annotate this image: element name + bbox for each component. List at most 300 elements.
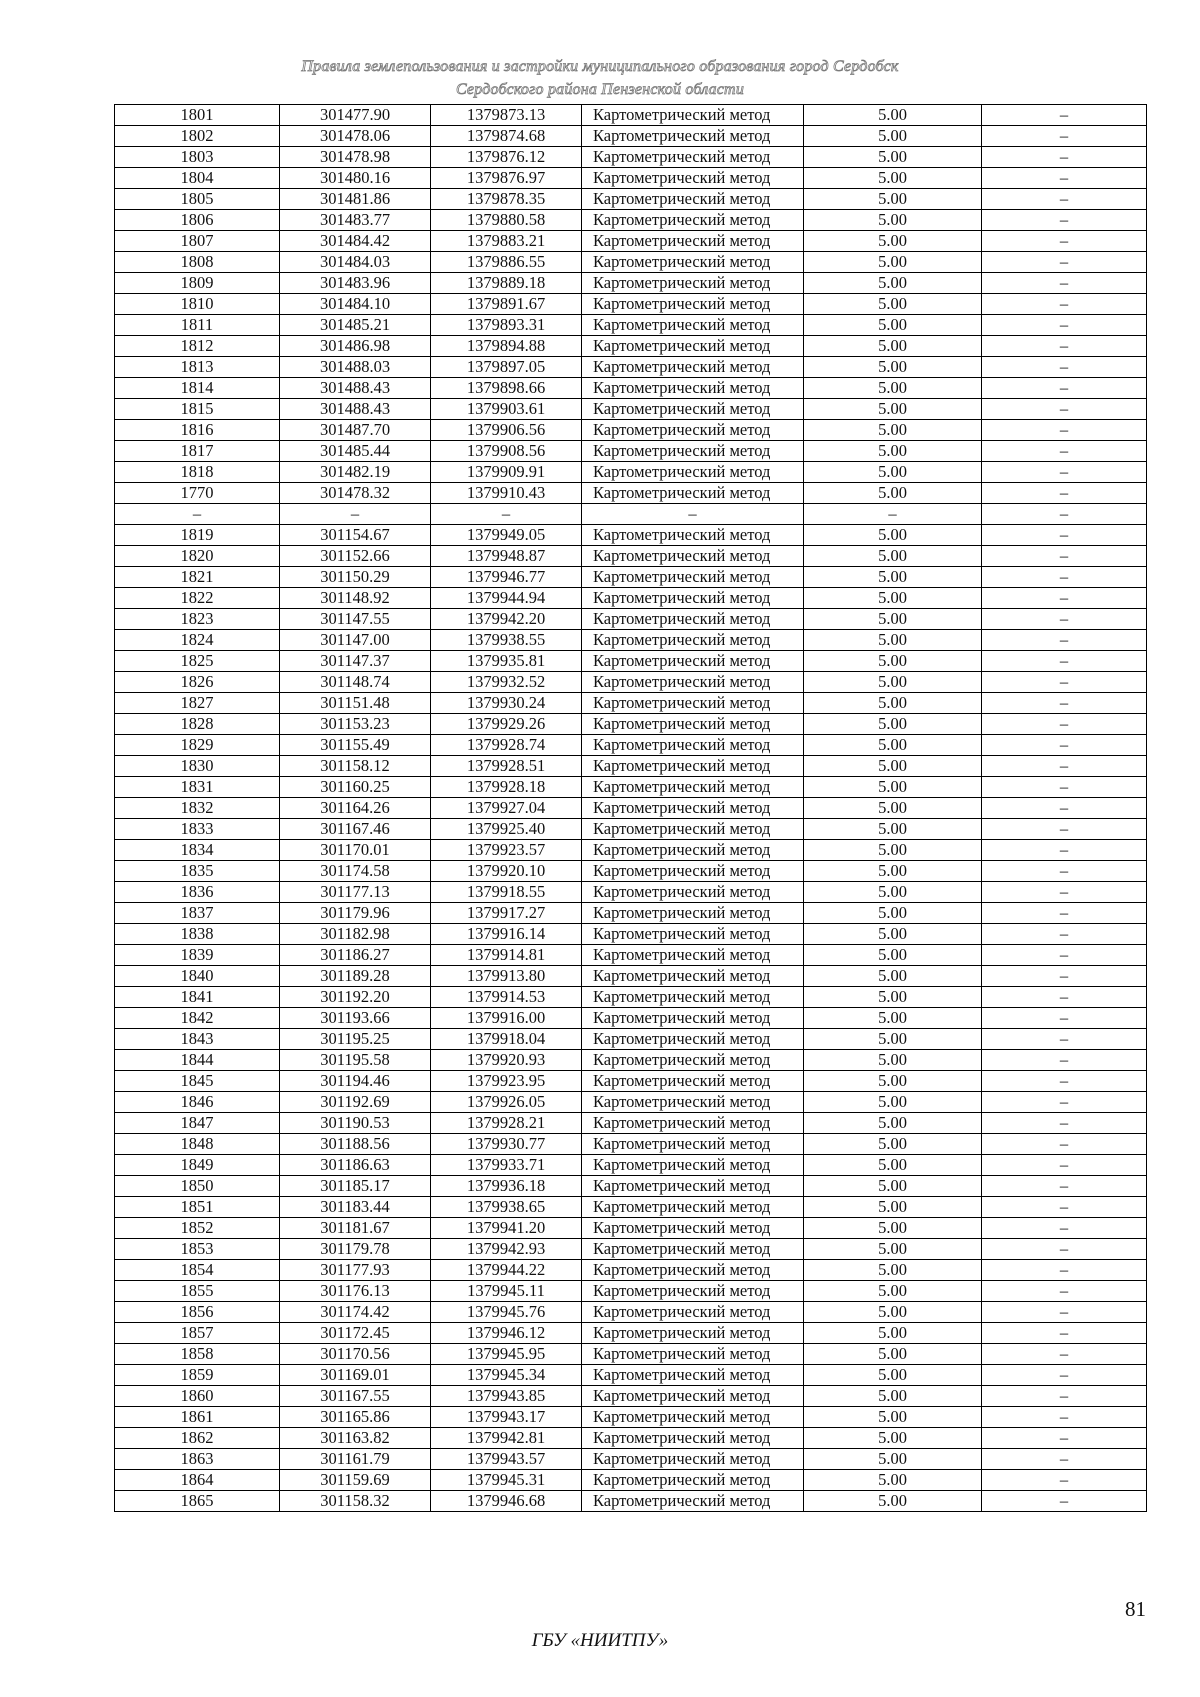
point-number-cell: 1829 xyxy=(115,735,280,756)
x-coordinate-cell: 301195.58 xyxy=(280,1050,431,1071)
method-cell: Картометрический метод xyxy=(582,315,804,336)
point-number-cell: 1838 xyxy=(115,924,280,945)
y-coordinate-cell: 1379876.97 xyxy=(431,168,582,189)
y-coordinate-cell: – xyxy=(431,504,582,525)
note-cell: – xyxy=(982,1365,1147,1386)
note-cell: – xyxy=(982,903,1147,924)
x-coordinate-cell: 301484.03 xyxy=(280,252,431,273)
y-coordinate-cell: 1379930.24 xyxy=(431,693,582,714)
point-number-cell: 1811 xyxy=(115,315,280,336)
table-row xyxy=(115,1197,1147,1218)
table-row xyxy=(115,1386,1147,1407)
method-cell: Картометрический метод xyxy=(582,924,804,945)
method-cell: Картометрический метод xyxy=(582,189,804,210)
accuracy-cell: 5.00 xyxy=(804,1491,982,1512)
method-cell: Картометрический метод xyxy=(582,1050,804,1071)
table-row xyxy=(115,1344,1147,1365)
point-number-cell: 1849 xyxy=(115,1155,280,1176)
y-coordinate-cell: 1379920.10 xyxy=(431,861,582,882)
note-cell: – xyxy=(982,693,1147,714)
accuracy-cell: 5.00 xyxy=(804,1218,982,1239)
x-coordinate-cell: 301172.45 xyxy=(280,1323,431,1344)
point-number-cell: 1850 xyxy=(115,1176,280,1197)
method-cell: Картометрический метод xyxy=(582,1386,804,1407)
note-cell: – xyxy=(982,798,1147,819)
y-coordinate-cell: 1379941.20 xyxy=(431,1218,582,1239)
note-cell: – xyxy=(982,714,1147,735)
point-number-cell: 1855 xyxy=(115,1281,280,1302)
accuracy-cell: 5.00 xyxy=(804,945,982,966)
accuracy-cell: 5.00 xyxy=(804,1197,982,1218)
point-number-cell: 1853 xyxy=(115,1239,280,1260)
x-coordinate-cell: 301148.92 xyxy=(280,588,431,609)
table-row xyxy=(115,672,1147,693)
y-coordinate-cell: 1379916.14 xyxy=(431,924,582,945)
note-cell: – xyxy=(982,861,1147,882)
y-coordinate-cell: 1379876.12 xyxy=(431,147,582,168)
y-coordinate-cell: 1379916.00 xyxy=(431,1008,582,1029)
accuracy-cell: 5.00 xyxy=(804,189,982,210)
point-number-cell: 1827 xyxy=(115,693,280,714)
method-cell: Картометрический метод xyxy=(582,252,804,273)
method-cell: Картометрический метод xyxy=(582,168,804,189)
method-cell: Картометрический метод xyxy=(582,903,804,924)
accuracy-cell: 5.00 xyxy=(804,1155,982,1176)
table-row xyxy=(115,1134,1147,1155)
point-number-cell: 1830 xyxy=(115,756,280,777)
coordinates-table xyxy=(114,104,1147,1512)
accuracy-cell: 5.00 xyxy=(804,231,982,252)
accuracy-cell: 5.00 xyxy=(804,1092,982,1113)
y-coordinate-cell: 1379878.35 xyxy=(431,189,582,210)
table-row xyxy=(115,567,1147,588)
y-coordinate-cell: 1379874.68 xyxy=(431,126,582,147)
method-cell: Картометрический метод xyxy=(582,357,804,378)
method-cell: Картометрический метод xyxy=(582,735,804,756)
table-row xyxy=(115,777,1147,798)
accuracy-cell: 5.00 xyxy=(804,882,982,903)
method-cell: Картометрический метод xyxy=(582,756,804,777)
x-coordinate-cell: 301478.06 xyxy=(280,126,431,147)
x-coordinate-cell: 301163.82 xyxy=(280,1428,431,1449)
table-row xyxy=(115,1407,1147,1428)
point-number-cell: 1822 xyxy=(115,588,280,609)
point-number-cell: 1818 xyxy=(115,462,280,483)
x-coordinate-cell: 301189.28 xyxy=(280,966,431,987)
note-cell: – xyxy=(982,168,1147,189)
accuracy-cell: 5.00 xyxy=(804,294,982,315)
y-coordinate-cell: 1379925.40 xyxy=(431,819,582,840)
point-number-cell: 1840 xyxy=(115,966,280,987)
running-header-line2: Сердобского района Пензенской области xyxy=(455,81,745,98)
method-cell: Картометрический метод xyxy=(582,294,804,315)
point-number-cell: 1816 xyxy=(115,420,280,441)
method-cell: Картометрический метод xyxy=(582,1071,804,1092)
x-coordinate-cell: 301181.67 xyxy=(280,1218,431,1239)
note-cell: – xyxy=(982,1050,1147,1071)
y-coordinate-cell: 1379908.56 xyxy=(431,441,582,462)
x-coordinate-cell: 301167.46 xyxy=(280,819,431,840)
note-cell: – xyxy=(982,1134,1147,1155)
accuracy-cell: 5.00 xyxy=(804,1386,982,1407)
note-cell: – xyxy=(982,609,1147,630)
table-row xyxy=(115,714,1147,735)
table-row xyxy=(115,798,1147,819)
point-number-cell: 1839 xyxy=(115,945,280,966)
x-coordinate-cell: 301150.29 xyxy=(280,567,431,588)
table-row xyxy=(115,462,1147,483)
table-row xyxy=(115,105,1147,126)
note-cell: – xyxy=(982,567,1147,588)
point-number-cell: 1844 xyxy=(115,1050,280,1071)
accuracy-cell: 5.00 xyxy=(804,1113,982,1134)
note-cell: – xyxy=(982,1071,1147,1092)
x-coordinate-cell: 301487.70 xyxy=(280,420,431,441)
y-coordinate-cell: 1379943.57 xyxy=(431,1449,582,1470)
method-cell: Картометрический метод xyxy=(582,546,804,567)
note-cell: – xyxy=(982,1029,1147,1050)
x-coordinate-cell: 301177.93 xyxy=(280,1260,431,1281)
x-coordinate-cell: 301174.58 xyxy=(280,861,431,882)
point-number-cell: 1862 xyxy=(115,1428,280,1449)
note-cell: – xyxy=(982,882,1147,903)
table-row xyxy=(115,420,1147,441)
x-coordinate-cell: 301153.23 xyxy=(280,714,431,735)
point-number-cell: 1826 xyxy=(115,672,280,693)
table-row xyxy=(115,756,1147,777)
accuracy-cell: 5.00 xyxy=(804,693,982,714)
method-cell: Картометрический метод xyxy=(582,945,804,966)
note-cell: – xyxy=(982,357,1147,378)
x-coordinate-cell: 301167.55 xyxy=(280,1386,431,1407)
x-coordinate-cell: 301177.13 xyxy=(280,882,431,903)
note-cell: – xyxy=(982,252,1147,273)
x-coordinate-cell: 301147.00 xyxy=(280,630,431,651)
y-coordinate-cell: 1379917.27 xyxy=(431,903,582,924)
x-coordinate-cell: 301158.32 xyxy=(280,1491,431,1512)
accuracy-cell: 5.00 xyxy=(804,1470,982,1491)
method-cell: Картометрический метод xyxy=(582,630,804,651)
method-cell: Картометрический метод xyxy=(582,1176,804,1197)
point-number-cell: 1770 xyxy=(115,483,280,504)
y-coordinate-cell: 1379949.05 xyxy=(431,525,582,546)
point-number-cell: 1846 xyxy=(115,1092,280,1113)
method-cell: Картометрический метод xyxy=(582,1197,804,1218)
y-coordinate-cell: 1379938.65 xyxy=(431,1197,582,1218)
point-number-cell: 1801 xyxy=(115,105,280,126)
y-coordinate-cell: 1379928.21 xyxy=(431,1113,582,1134)
method-cell: Картометрический метод xyxy=(582,525,804,546)
x-coordinate-cell: 301188.56 xyxy=(280,1134,431,1155)
x-coordinate-cell: 301160.25 xyxy=(280,777,431,798)
note-cell: – xyxy=(982,1113,1147,1134)
accuracy-cell: 5.00 xyxy=(804,1134,982,1155)
note-cell: – xyxy=(982,1386,1147,1407)
x-coordinate-cell: 301185.17 xyxy=(280,1176,431,1197)
point-number-cell: 1847 xyxy=(115,1113,280,1134)
accuracy-cell: 5.00 xyxy=(804,1365,982,1386)
method-cell: Картометрический метод xyxy=(582,882,804,903)
accuracy-cell: 5.00 xyxy=(804,1302,982,1323)
note-cell: – xyxy=(982,924,1147,945)
y-coordinate-cell: 1379909.91 xyxy=(431,462,582,483)
table-row xyxy=(115,378,1147,399)
y-coordinate-cell: 1379932.52 xyxy=(431,672,582,693)
y-coordinate-cell: 1379894.88 xyxy=(431,336,582,357)
y-coordinate-cell: 1379943.17 xyxy=(431,1407,582,1428)
method-cell: Картометрический метод xyxy=(582,1449,804,1470)
table-row xyxy=(115,546,1147,567)
accuracy-cell: 5.00 xyxy=(804,378,982,399)
point-number-cell: 1802 xyxy=(115,126,280,147)
y-coordinate-cell: 1379936.18 xyxy=(431,1176,582,1197)
x-coordinate-cell: 301159.69 xyxy=(280,1470,431,1491)
table-row xyxy=(115,630,1147,651)
note-cell: – xyxy=(982,273,1147,294)
accuracy-cell: 5.00 xyxy=(804,483,982,504)
note-cell: – xyxy=(982,630,1147,651)
y-coordinate-cell: 1379946.12 xyxy=(431,1323,582,1344)
x-coordinate-cell: 301190.53 xyxy=(280,1113,431,1134)
accuracy-cell: 5.00 xyxy=(804,1281,982,1302)
accuracy-cell: 5.00 xyxy=(804,399,982,420)
accuracy-cell: 5.00 xyxy=(804,777,982,798)
note-cell: – xyxy=(982,378,1147,399)
point-number-cell: 1856 xyxy=(115,1302,280,1323)
point-number-cell: 1836 xyxy=(115,882,280,903)
x-coordinate-cell: 301152.66 xyxy=(280,546,431,567)
method-cell: Картометрический метод xyxy=(582,147,804,168)
method-cell: Картометрический метод xyxy=(582,1092,804,1113)
x-coordinate-cell: 301485.21 xyxy=(280,315,431,336)
x-coordinate-cell: 301193.66 xyxy=(280,1008,431,1029)
table-row xyxy=(115,273,1147,294)
accuracy-cell: 5.00 xyxy=(804,126,982,147)
y-coordinate-cell: 1379928.18 xyxy=(431,777,582,798)
method-cell: Картометрический метод xyxy=(582,567,804,588)
accuracy-cell: 5.00 xyxy=(804,1449,982,1470)
table-row xyxy=(115,189,1147,210)
point-number-cell: 1865 xyxy=(115,1491,280,1512)
accuracy-cell: 5.00 xyxy=(804,525,982,546)
x-coordinate-cell: 301151.48 xyxy=(280,693,431,714)
point-number-cell: 1832 xyxy=(115,798,280,819)
point-number-cell: 1808 xyxy=(115,252,280,273)
accuracy-cell: 5.00 xyxy=(804,567,982,588)
x-coordinate-cell: 301183.44 xyxy=(280,1197,431,1218)
x-coordinate-cell: 301154.67 xyxy=(280,525,431,546)
note-cell: – xyxy=(982,1449,1147,1470)
x-coordinate-cell: – xyxy=(280,504,431,525)
accuracy-cell: 5.00 xyxy=(804,1344,982,1365)
x-coordinate-cell: 301165.86 xyxy=(280,1407,431,1428)
point-number-cell: 1859 xyxy=(115,1365,280,1386)
y-coordinate-cell: 1379873.13 xyxy=(431,105,582,126)
x-coordinate-cell: 301182.98 xyxy=(280,924,431,945)
y-coordinate-cell: 1379933.71 xyxy=(431,1155,582,1176)
table-row xyxy=(115,1008,1147,1029)
table-row xyxy=(115,1260,1147,1281)
accuracy-cell: 5.00 xyxy=(804,168,982,189)
y-coordinate-cell: 1379880.58 xyxy=(431,210,582,231)
table-row xyxy=(115,1155,1147,1176)
table-row xyxy=(115,651,1147,672)
note-cell: – xyxy=(982,231,1147,252)
x-coordinate-cell: 301158.12 xyxy=(280,756,431,777)
point-number-cell: 1824 xyxy=(115,630,280,651)
method-cell: Картометрический метод xyxy=(582,840,804,861)
x-coordinate-cell: 301483.96 xyxy=(280,273,431,294)
table-row xyxy=(115,525,1147,546)
note-cell: – xyxy=(982,420,1147,441)
accuracy-cell: 5.00 xyxy=(804,924,982,945)
method-cell: Картометрический метод xyxy=(582,1113,804,1134)
y-coordinate-cell: 1379942.81 xyxy=(431,1428,582,1449)
method-cell: Картометрический метод xyxy=(582,672,804,693)
method-cell: Картометрический метод xyxy=(582,1218,804,1239)
method-cell: Картометрический метод xyxy=(582,210,804,231)
method-cell: Картометрический метод xyxy=(582,441,804,462)
table-row xyxy=(115,1218,1147,1239)
point-number-cell: 1807 xyxy=(115,231,280,252)
accuracy-cell: 5.00 xyxy=(804,987,982,1008)
point-number-cell: 1812 xyxy=(115,336,280,357)
x-coordinate-cell: 301164.26 xyxy=(280,798,431,819)
y-coordinate-cell: 1379928.51 xyxy=(431,756,582,777)
note-cell: – xyxy=(982,126,1147,147)
accuracy-cell: 5.00 xyxy=(804,672,982,693)
accuracy-cell: 5.00 xyxy=(804,1029,982,1050)
point-number-cell: 1823 xyxy=(115,609,280,630)
note-cell: – xyxy=(982,189,1147,210)
table-row xyxy=(115,399,1147,420)
accuracy-cell: 5.00 xyxy=(804,1260,982,1281)
point-number-cell: 1809 xyxy=(115,273,280,294)
x-coordinate-cell: 301170.01 xyxy=(280,840,431,861)
point-number-cell: 1835 xyxy=(115,861,280,882)
x-coordinate-cell: 301480.16 xyxy=(280,168,431,189)
coordinates-table-body xyxy=(115,105,1147,1512)
point-number-cell: 1825 xyxy=(115,651,280,672)
point-number-cell: 1828 xyxy=(115,714,280,735)
x-coordinate-cell: 301169.01 xyxy=(280,1365,431,1386)
running-header-line1: Правила землепользования и застройки муниципального образования город Сердобск xyxy=(301,58,899,75)
method-cell: Картометрический метод xyxy=(582,609,804,630)
point-number-cell: 1863 xyxy=(115,1449,280,1470)
method-cell: – xyxy=(582,504,804,525)
accuracy-cell: 5.00 xyxy=(804,336,982,357)
table-row xyxy=(115,147,1147,168)
accuracy-cell: 5.00 xyxy=(804,462,982,483)
note-cell: – xyxy=(982,819,1147,840)
note-cell: – xyxy=(982,546,1147,567)
note-cell: – xyxy=(982,462,1147,483)
y-coordinate-cell: 1379944.22 xyxy=(431,1260,582,1281)
table-row xyxy=(115,1029,1147,1050)
table-row xyxy=(115,294,1147,315)
point-number-cell: 1815 xyxy=(115,399,280,420)
table-row xyxy=(115,1449,1147,1470)
method-cell: Картометрический метод xyxy=(582,399,804,420)
y-coordinate-cell: 1379945.31 xyxy=(431,1470,582,1491)
x-coordinate-cell: 301179.96 xyxy=(280,903,431,924)
x-coordinate-cell: 301485.44 xyxy=(280,441,431,462)
method-cell: Картометрический метод xyxy=(582,819,804,840)
method-cell: Картометрический метод xyxy=(582,651,804,672)
y-coordinate-cell: 1379891.67 xyxy=(431,294,582,315)
y-coordinate-cell: 1379903.61 xyxy=(431,399,582,420)
accuracy-cell: 5.00 xyxy=(804,735,982,756)
x-coordinate-cell: 301482.19 xyxy=(280,462,431,483)
table-row xyxy=(115,252,1147,273)
x-coordinate-cell: 301477.90 xyxy=(280,105,431,126)
accuracy-cell: 5.00 xyxy=(804,609,982,630)
point-number-cell: – xyxy=(115,504,280,525)
y-coordinate-cell: 1379914.53 xyxy=(431,987,582,1008)
note-cell: – xyxy=(982,588,1147,609)
y-coordinate-cell: 1379883.21 xyxy=(431,231,582,252)
table-row xyxy=(115,126,1147,147)
note-cell: – xyxy=(982,1176,1147,1197)
point-number-cell: 1851 xyxy=(115,1197,280,1218)
y-coordinate-cell: 1379946.68 xyxy=(431,1491,582,1512)
table-row xyxy=(115,1491,1147,1512)
table-row xyxy=(115,1281,1147,1302)
table-row xyxy=(115,819,1147,840)
table-row xyxy=(115,357,1147,378)
y-coordinate-cell: 1379906.56 xyxy=(431,420,582,441)
point-number-cell: 1813 xyxy=(115,357,280,378)
x-coordinate-cell: 301192.69 xyxy=(280,1092,431,1113)
point-number-cell: 1803 xyxy=(115,147,280,168)
note-cell: – xyxy=(982,966,1147,987)
table-row xyxy=(115,1092,1147,1113)
method-cell: Картометрический метод xyxy=(582,693,804,714)
table-row xyxy=(115,588,1147,609)
table-row xyxy=(115,1113,1147,1134)
point-number-cell: 1843 xyxy=(115,1029,280,1050)
note-cell: – xyxy=(982,1155,1147,1176)
method-cell: Картометрический метод xyxy=(582,1302,804,1323)
method-cell: Картометрический метод xyxy=(582,462,804,483)
method-cell: Картометрический метод xyxy=(582,1323,804,1344)
method-cell: Картометрический метод xyxy=(582,987,804,1008)
point-number-cell: 1821 xyxy=(115,567,280,588)
table-row xyxy=(115,987,1147,1008)
accuracy-cell: 5.00 xyxy=(804,1008,982,1029)
x-coordinate-cell: 301174.42 xyxy=(280,1302,431,1323)
point-number-cell: 1810 xyxy=(115,294,280,315)
y-coordinate-cell: 1379930.77 xyxy=(431,1134,582,1155)
point-number-cell: 1833 xyxy=(115,819,280,840)
method-cell: Картометрический метод xyxy=(582,1029,804,1050)
point-number-cell: 1848 xyxy=(115,1134,280,1155)
method-cell: Картометрический метод xyxy=(582,1407,804,1428)
method-cell: Картометрический метод xyxy=(582,1008,804,1029)
table-row xyxy=(115,840,1147,861)
method-cell: Картометрический метод xyxy=(582,1470,804,1491)
table-row xyxy=(115,168,1147,189)
accuracy-cell: 5.00 xyxy=(804,1050,982,1071)
y-coordinate-cell: 1379945.34 xyxy=(431,1365,582,1386)
note-cell: – xyxy=(982,1281,1147,1302)
note-cell: – xyxy=(982,1302,1147,1323)
x-coordinate-cell: 301483.77 xyxy=(280,210,431,231)
y-coordinate-cell: 1379923.95 xyxy=(431,1071,582,1092)
point-number-cell: 1858 xyxy=(115,1344,280,1365)
point-number-cell: 1804 xyxy=(115,168,280,189)
note-cell: – xyxy=(982,315,1147,336)
